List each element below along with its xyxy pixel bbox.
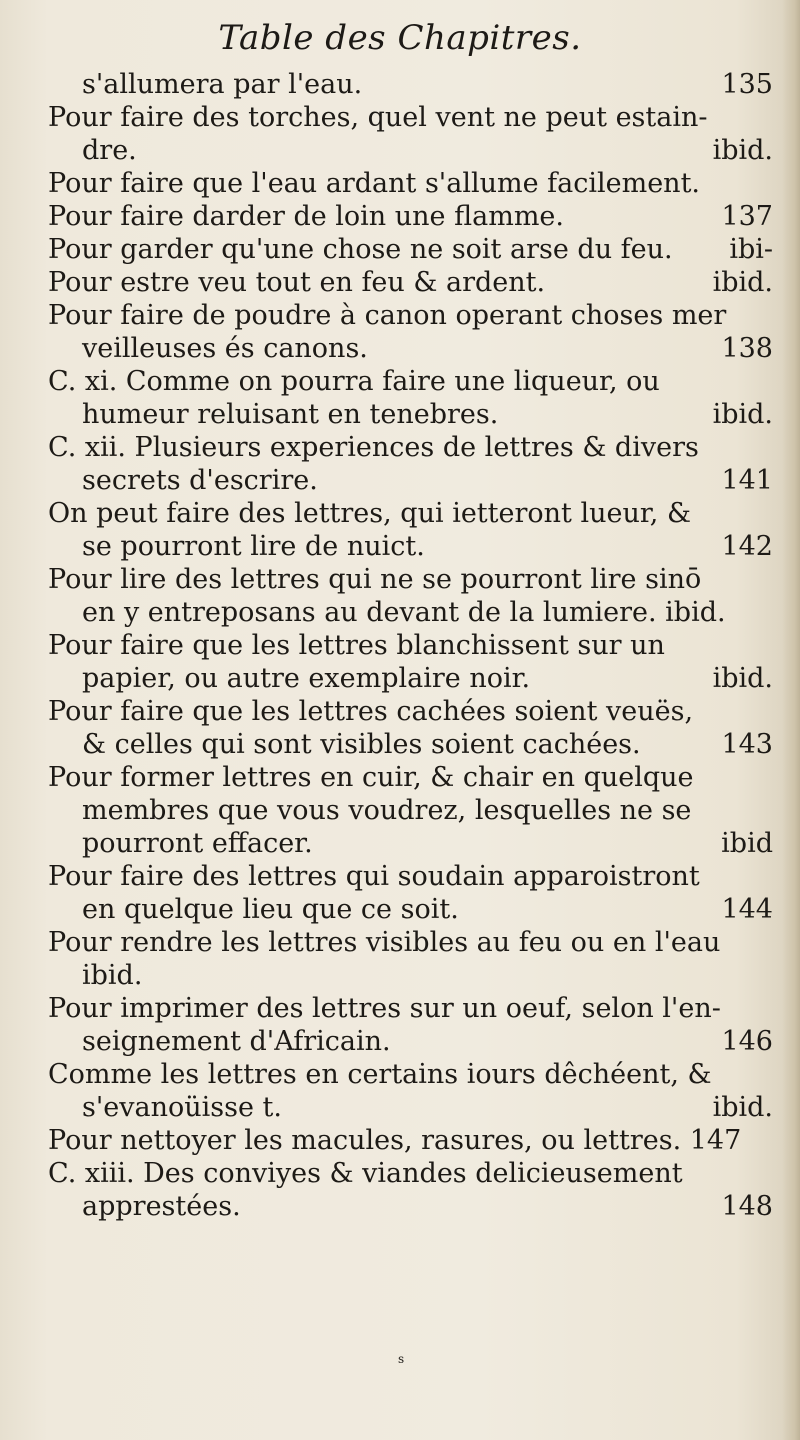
toc-entry-line xyxy=(48,662,773,695)
toc-entry xyxy=(48,68,773,101)
toc-entry-line xyxy=(48,299,773,332)
toc-entry-text: dre. xyxy=(82,135,137,166)
toc-entry-text: membres que vous voudrez, lesquelles ne se xyxy=(82,795,692,826)
toc-entry xyxy=(48,167,773,200)
toc-entry xyxy=(48,299,773,365)
toc-entry-line xyxy=(48,629,773,662)
toc-entry-text: On peut faire des lettres, qui ietteront lueur, & xyxy=(48,498,692,529)
toc-entry-text: Pour faire darder de loin une flamme. xyxy=(48,201,564,232)
toc-page-number: ibid. xyxy=(712,663,773,694)
toc-page-number: ibi- xyxy=(729,234,773,265)
toc-page-number: ibid. xyxy=(712,1092,773,1123)
toc-entry-text: en quelque lieu que ce soit. xyxy=(82,894,459,925)
toc-entry xyxy=(48,233,773,266)
toc-entry xyxy=(48,431,773,497)
toc-page-number: 142 xyxy=(721,531,773,562)
toc-entry-line xyxy=(48,1157,773,1190)
toc-entry-text: s'evanoüisse t. xyxy=(82,1092,282,1123)
toc-entry-text: Pour rendre les lettres visibles au feu ou en l'eau xyxy=(48,927,721,958)
toc-entry-text: C. xii. Plusieurs experiences de lettres & divers xyxy=(48,432,699,463)
toc-entry-text: Comme les lettres en certains iours dêchéent, & xyxy=(48,1059,712,1090)
footer-mark: s xyxy=(398,1352,405,1366)
toc-entry xyxy=(48,200,773,233)
toc-entry-line xyxy=(48,200,773,233)
toc-entry xyxy=(48,1124,773,1157)
toc-entry-line xyxy=(48,266,773,299)
toc-entry-line xyxy=(48,893,773,926)
toc-entry-line xyxy=(48,827,773,860)
toc-entry-line xyxy=(48,1025,773,1058)
toc-entry-line xyxy=(48,596,773,629)
toc-page-number: 137 xyxy=(721,201,773,232)
toc-page-number: 144 xyxy=(721,894,773,925)
toc-entry-text: Pour estre veu tout en feu & ardent. xyxy=(48,267,546,298)
toc-entry xyxy=(48,266,773,299)
toc-entry-line xyxy=(48,167,773,200)
toc-entry-line xyxy=(48,101,773,134)
page-header: Table des Chapitres. xyxy=(218,18,582,58)
toc-entry-line xyxy=(48,1190,773,1223)
toc-entry-text: s'allumera par l'eau. xyxy=(82,69,363,100)
toc-entry-text: C. xi. Comme on pourra faire une liqueur, ou xyxy=(48,366,660,397)
toc-entry-text: se pourront lire de nuict. xyxy=(82,531,425,562)
toc-page-number: ibid. xyxy=(712,135,773,166)
toc-entry-line xyxy=(48,464,773,497)
page-edge xyxy=(782,0,800,1440)
toc-entry-text: Pour imprimer des lettres sur un oeuf, selon l'en- xyxy=(48,993,721,1024)
toc-entry-text: Pour faire des lettres qui soudain apparoistront xyxy=(48,861,700,892)
toc-entry-text: veilleuses és canons. xyxy=(82,333,368,364)
toc-entry-line xyxy=(48,1091,773,1124)
toc-entry-line xyxy=(48,233,773,266)
toc-entry-text: Pour faire des torches, quel vent ne peut estain- xyxy=(48,102,708,133)
toc-entry xyxy=(48,695,773,761)
table-of-contents xyxy=(48,68,773,1223)
toc-entry-text: C. xiii. Des conviyes & viandes delicieusement xyxy=(48,1158,683,1189)
toc-entry xyxy=(48,992,773,1058)
toc-page-number: ibid. xyxy=(712,399,773,430)
toc-entry-line xyxy=(48,794,773,827)
toc-page-number: 146 xyxy=(721,1026,773,1057)
toc-entry-line xyxy=(48,332,773,365)
toc-entry xyxy=(48,761,773,860)
toc-entry-text: seignement d'Africain. xyxy=(82,1026,391,1057)
toc-entry-line xyxy=(48,398,773,431)
toc-entry xyxy=(48,563,773,629)
toc-entry xyxy=(48,629,773,695)
toc-entry-text: Pour faire de poudre à canon operant choses mer xyxy=(48,300,727,331)
toc-entry-text: ibid. xyxy=(82,960,143,991)
toc-entry-text: & celles qui sont visibles soient cachées. xyxy=(82,729,641,760)
toc-entry-text: Pour former lettres en cuir, & chair en quelque xyxy=(48,762,694,793)
toc-entry-line xyxy=(48,926,773,959)
toc-entry-line xyxy=(48,563,773,596)
toc-entry-line xyxy=(48,1124,773,1157)
toc-page-number: 143 xyxy=(721,729,773,760)
toc-entry-text: Pour nettoyer les macules, rasures, ou lettres. 147 xyxy=(48,1125,742,1156)
toc-entry xyxy=(48,926,773,992)
toc-entry-line xyxy=(48,992,773,1025)
toc-entry xyxy=(48,365,773,431)
toc-entry-text: en y entreposans au devant de la lumiere. ibid. xyxy=(82,597,726,628)
toc-entry-line xyxy=(48,530,773,563)
toc-entry-line xyxy=(48,497,773,530)
toc-entry-line xyxy=(48,959,773,992)
toc-entry-line xyxy=(48,431,773,464)
toc-entry-text: Pour faire que l'eau ardant s'allume facilement. xyxy=(48,168,701,199)
toc-entry-text: Pour faire que les lettres blanchissent sur un xyxy=(48,630,665,661)
toc-entry-line xyxy=(48,728,773,761)
toc-page-number: ibid xyxy=(721,828,773,859)
toc-entry-text: Pour faire que les lettres cachées soient veuës, xyxy=(48,696,694,727)
toc-entry xyxy=(48,1058,773,1124)
toc-entry xyxy=(48,860,773,926)
toc-entry-text: Pour lire des lettres qui ne se pourront lire sinō xyxy=(48,564,702,595)
toc-entry-line xyxy=(48,1058,773,1091)
toc-entry xyxy=(48,101,773,167)
toc-entry-text: papier, ou autre exemplaire noir. xyxy=(82,663,531,694)
toc-entry-line xyxy=(48,365,773,398)
toc-entry-line xyxy=(48,134,773,167)
toc-entry-text: secrets d'escrire. xyxy=(82,465,318,496)
toc-page-number: 148 xyxy=(721,1191,773,1222)
toc-entry xyxy=(48,1157,773,1223)
toc-entry xyxy=(48,497,773,563)
toc-page-number: 138 xyxy=(721,333,773,364)
toc-entry-line xyxy=(48,761,773,794)
toc-entry-line xyxy=(48,695,773,728)
toc-entry-line xyxy=(48,68,773,101)
toc-page-number: 141 xyxy=(721,465,773,496)
toc-entry-text: Pour garder qu'une chose ne soit arse du feu. xyxy=(48,234,673,265)
toc-entry-line xyxy=(48,860,773,893)
toc-entry-text: pourront effacer. xyxy=(82,828,313,859)
toc-entry-text: apprestées. xyxy=(82,1191,241,1222)
toc-entry-text: humeur reluisant en tenebres. xyxy=(82,399,499,430)
toc-page-number: ibid. xyxy=(712,267,773,298)
toc-page-number: 135 xyxy=(721,69,773,100)
